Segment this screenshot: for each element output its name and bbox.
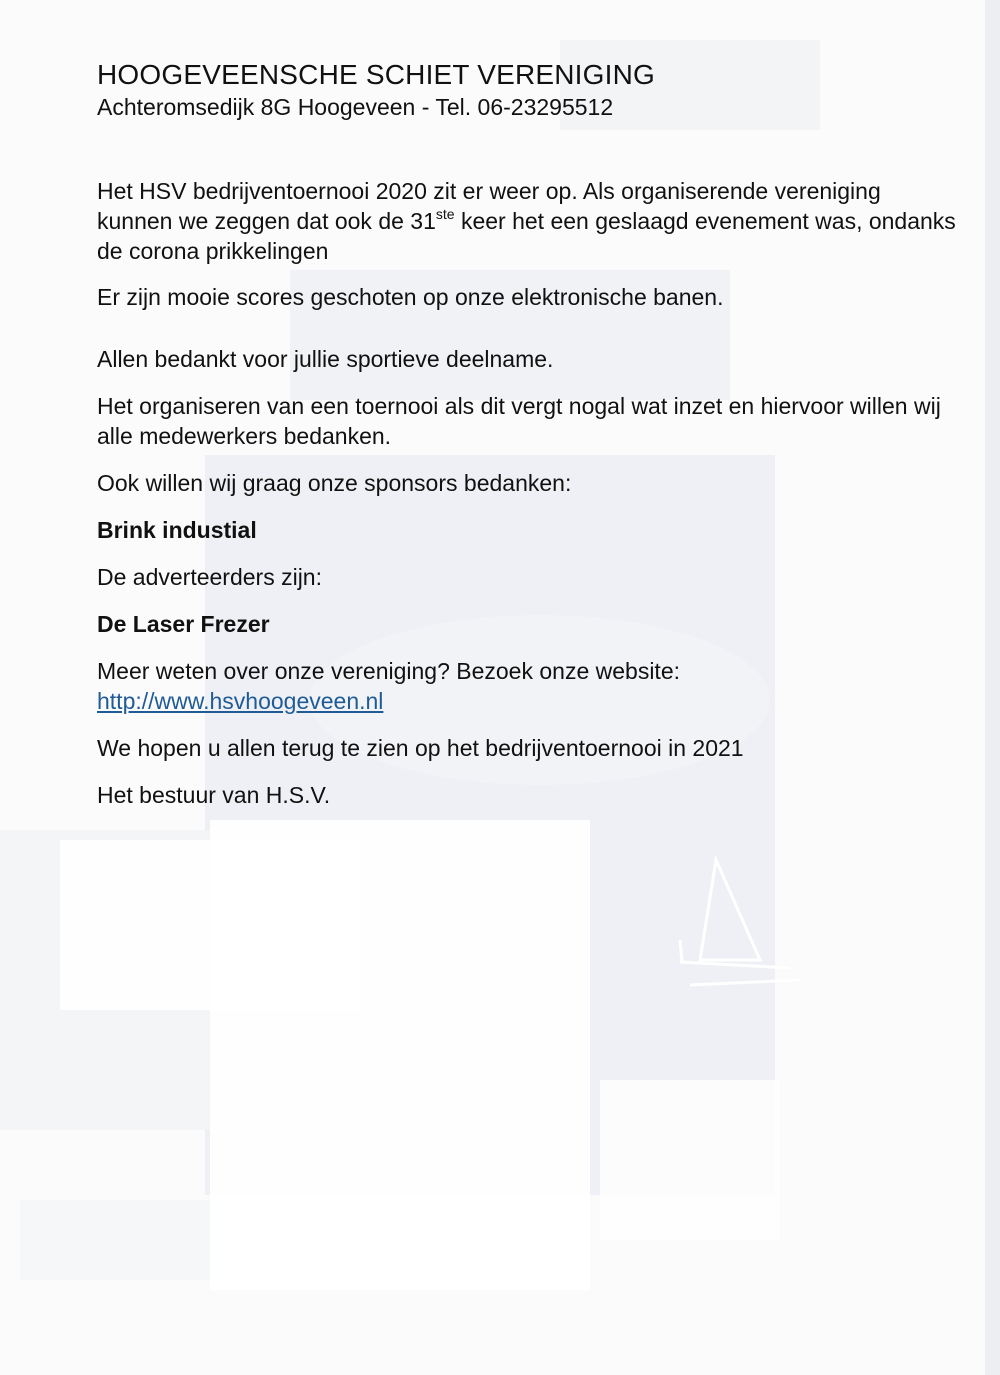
intro-text-part2: keer het een geslaagd evenement was, ondanks de corona prikkelingen (97, 208, 956, 264)
sponsors-intro: Ook willen wij graag onze sponsors bedanken: (97, 470, 572, 496)
sponsor-name: Brink industial (97, 517, 257, 543)
signature-line: Het bestuur van H.S.V. (97, 782, 331, 808)
letter (97, 58, 957, 808)
intro-text-part1: Het HSV bedrijventoernooi 2020 zit er weer op. Als organiserende vereniging kunnen we zeggen dat ook de 31 (97, 178, 881, 234)
ordinal-superscript: ste (435, 206, 455, 222)
volunteers-paragraph: Het organiseren van een toernooi als dit vergt nogal wat inzet en hiervoor willen wij alle medewerkers bedanken. (97, 393, 941, 449)
organization-name: HOOGEVEENSCHE SCHIET VERENIGING (97, 59, 656, 90)
website-intro: Meer weten over onze vereniging? Bezoek onze website: (97, 658, 681, 684)
scores-paragraph: Er zijn mooie scores geschoten op onze elektronische banen. (97, 284, 724, 310)
thanks-paragraph: Allen bedankt voor jullie sportieve deelname. (97, 346, 554, 372)
closing-paragraph: We hopen u allen terug te zien op het bedrijventoernooi in 2021 (97, 735, 744, 761)
letter-body (97, 176, 957, 810)
advertisers-intro: De adverteerders zijn: (97, 564, 322, 590)
advertiser-name: De Laser Frezer (97, 611, 270, 637)
intro-paragraph (97, 176, 957, 266)
website-link[interactable]: http://www.hsvhoogeveen.nl (97, 688, 384, 714)
organization-address: Achteromsedijk 8G Hoogeveen - Tel. 06-23295512 (97, 94, 614, 120)
website-paragraph (97, 656, 957, 716)
